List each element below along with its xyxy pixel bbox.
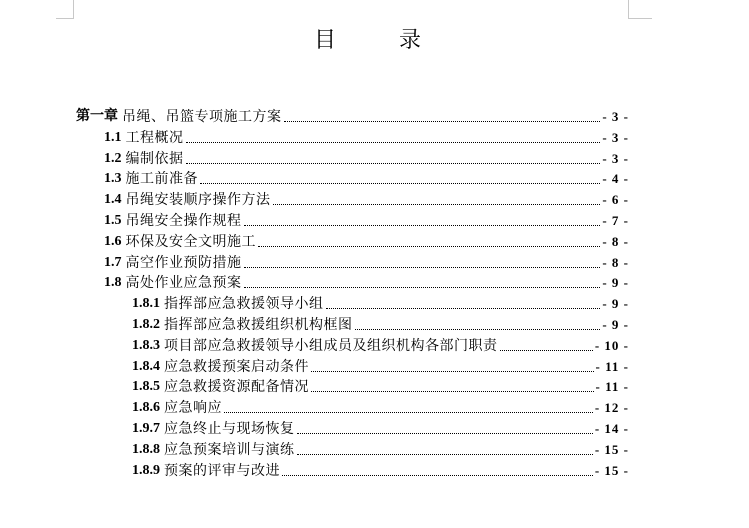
- toc-dot-leader: [244, 286, 601, 288]
- toc-entry-number: 1.8.3: [132, 337, 160, 353]
- toc-dot-leader: [500, 349, 593, 351]
- toc-entry[interactable]: [132, 354, 629, 375]
- toc-entry-number: 1.5: [104, 213, 122, 228]
- toc-dot-leader: [258, 245, 600, 247]
- toc-entry[interactable]: [104, 187, 629, 208]
- toc-entry[interactable]: [104, 208, 629, 229]
- toc-entry-number: 1.6: [104, 233, 122, 249]
- toc-entry-page-number: - 8 -: [602, 233, 629, 249]
- toc-entry-title: 指挥部应急救援组织机构框图: [164, 317, 353, 333]
- toc-entry[interactable]: [132, 458, 629, 479]
- toc-entry[interactable]: [104, 229, 629, 250]
- toc-entry-number: 1.2: [104, 150, 122, 166]
- toc-entry-title: 吊绳安全操作规程: [125, 213, 242, 229]
- toc-entry-title: 项目部应急救援领导小组成员及组织机构各部门职责: [164, 337, 498, 354]
- toc-entry-number: 1.4: [104, 192, 122, 208]
- toc-entry-number: 1.7: [104, 254, 122, 270]
- toc-entry-title: 应急救援资源配备情况: [164, 379, 309, 396]
- toc-entry-page-number: - 15 -: [594, 441, 629, 457]
- toc-entry-page-number: - 11 -: [595, 379, 629, 395]
- toc-entry[interactable]: [132, 395, 629, 416]
- toc-dot-leader: [186, 141, 601, 143]
- toc-entry-page-number: - 3 -: [602, 129, 629, 145]
- toc-entry-number: 1.8.2: [132, 317, 160, 332]
- toc-entry-title: 指挥部应急救援领导小组: [164, 296, 324, 313]
- toc-entry-title: 预案的评审与改进: [164, 462, 280, 479]
- toc-entry-title: 应急终止与现场恢复: [164, 421, 295, 437]
- toc-entry[interactable]: [104, 250, 629, 271]
- toc-entry-number: 1.8.5: [132, 379, 160, 395]
- page-title: 目 录: [314, 28, 449, 53]
- toc-entry[interactable]: [132, 291, 629, 312]
- toc-entry-page-number: - 9 -: [602, 317, 629, 332]
- toc-dot-leader: [244, 224, 601, 226]
- toc-entry-number: 1.8.9: [132, 462, 160, 478]
- toc-entry-page-number: - 14 -: [594, 421, 629, 436]
- toc-entry[interactable]: [104, 166, 629, 187]
- toc-dot-leader: [244, 266, 601, 268]
- toc-entry[interactable]: [132, 416, 629, 437]
- toc-entry-page-number: - 7 -: [602, 213, 629, 228]
- toc-dot-leader: [200, 182, 600, 184]
- toc-entry[interactable]: [104, 270, 629, 291]
- toc-dot-leader: [284, 120, 601, 122]
- toc-entry-number: 第一章: [76, 109, 118, 124]
- toc-dot-leader: [273, 203, 601, 205]
- toc-entry-page-number: - 15 -: [594, 462, 629, 478]
- toc-entry-page-number: - 8 -: [602, 254, 629, 270]
- toc-dot-leader: [224, 411, 593, 413]
- toc-entry[interactable]: [132, 333, 629, 354]
- toc-dot-leader: [355, 328, 601, 330]
- toc-entry-page-number: - 12 -: [594, 400, 629, 416]
- toc-entry-page-number: - 11 -: [595, 358, 629, 374]
- toc-entry-number: 1.9.7: [132, 421, 160, 436]
- toc-entry-title: 吊绳安装顺序操作方法: [125, 192, 271, 209]
- toc-entry-title: 应急救援预案启动条件: [164, 358, 309, 375]
- toc-entry[interactable]: [104, 125, 629, 146]
- toc-dot-leader: [297, 432, 593, 434]
- toc-entry-page-number: - 6 -: [602, 192, 629, 208]
- toc-entry-title: 施工前准备: [125, 171, 198, 188]
- toc-entry-title: 高空作业预防措施: [125, 254, 242, 271]
- toc-dot-leader: [282, 474, 593, 476]
- toc-entry-page-number: - 9 -: [602, 296, 629, 312]
- toc-entry[interactable]: [132, 437, 629, 458]
- toc-entry-page-number: - 4 -: [602, 171, 629, 187]
- toc-dot-leader: [311, 390, 594, 392]
- toc-dot-leader: [311, 370, 594, 372]
- toc-entry-number: 1.8.4: [132, 358, 160, 374]
- toc-entry-number: 1.8.8: [132, 441, 160, 457]
- page-corner-mark-right: [628, 0, 652, 19]
- toc-entry-page-number: - 3 -: [602, 150, 629, 166]
- toc-entry-number: 1.1: [104, 129, 122, 145]
- toc-entry-title: 编制依据: [125, 150, 184, 167]
- toc-entry-number: 1.8.1: [132, 296, 160, 312]
- toc-entry-title: 工程概况: [125, 129, 184, 146]
- page-corner-mark-left: [56, 0, 74, 19]
- toc-entry-title: 环保及安全文明施工: [125, 233, 256, 250]
- toc-dot-leader: [297, 453, 593, 455]
- toc-entry-page-number: - 9 -: [602, 275, 629, 291]
- toc-entry-number: 1.8.6: [132, 400, 160, 416]
- toc-entry-number: 1.3: [104, 171, 122, 187]
- toc-entry[interactable]: [132, 312, 629, 333]
- toc-entry-number: 1.8: [104, 275, 122, 291]
- toc-entry-title: 应急响应: [164, 400, 222, 417]
- toc-entry-title: 应急预案培训与演练: [164, 441, 295, 458]
- toc-dot-leader: [186, 162, 601, 164]
- toc-entry[interactable]: [76, 104, 629, 125]
- toc-entry[interactable]: [104, 146, 629, 167]
- toc-entry-page-number: - 3 -: [602, 109, 629, 124]
- toc-entry-title: 吊绳、吊篮专项施工方案: [122, 109, 282, 125]
- toc-entry-page-number: - 10 -: [594, 337, 629, 353]
- toc-dot-leader: [326, 307, 601, 309]
- toc-entry[interactable]: [132, 374, 629, 395]
- toc-entry-title: 高处作业应急预案: [125, 275, 242, 292]
